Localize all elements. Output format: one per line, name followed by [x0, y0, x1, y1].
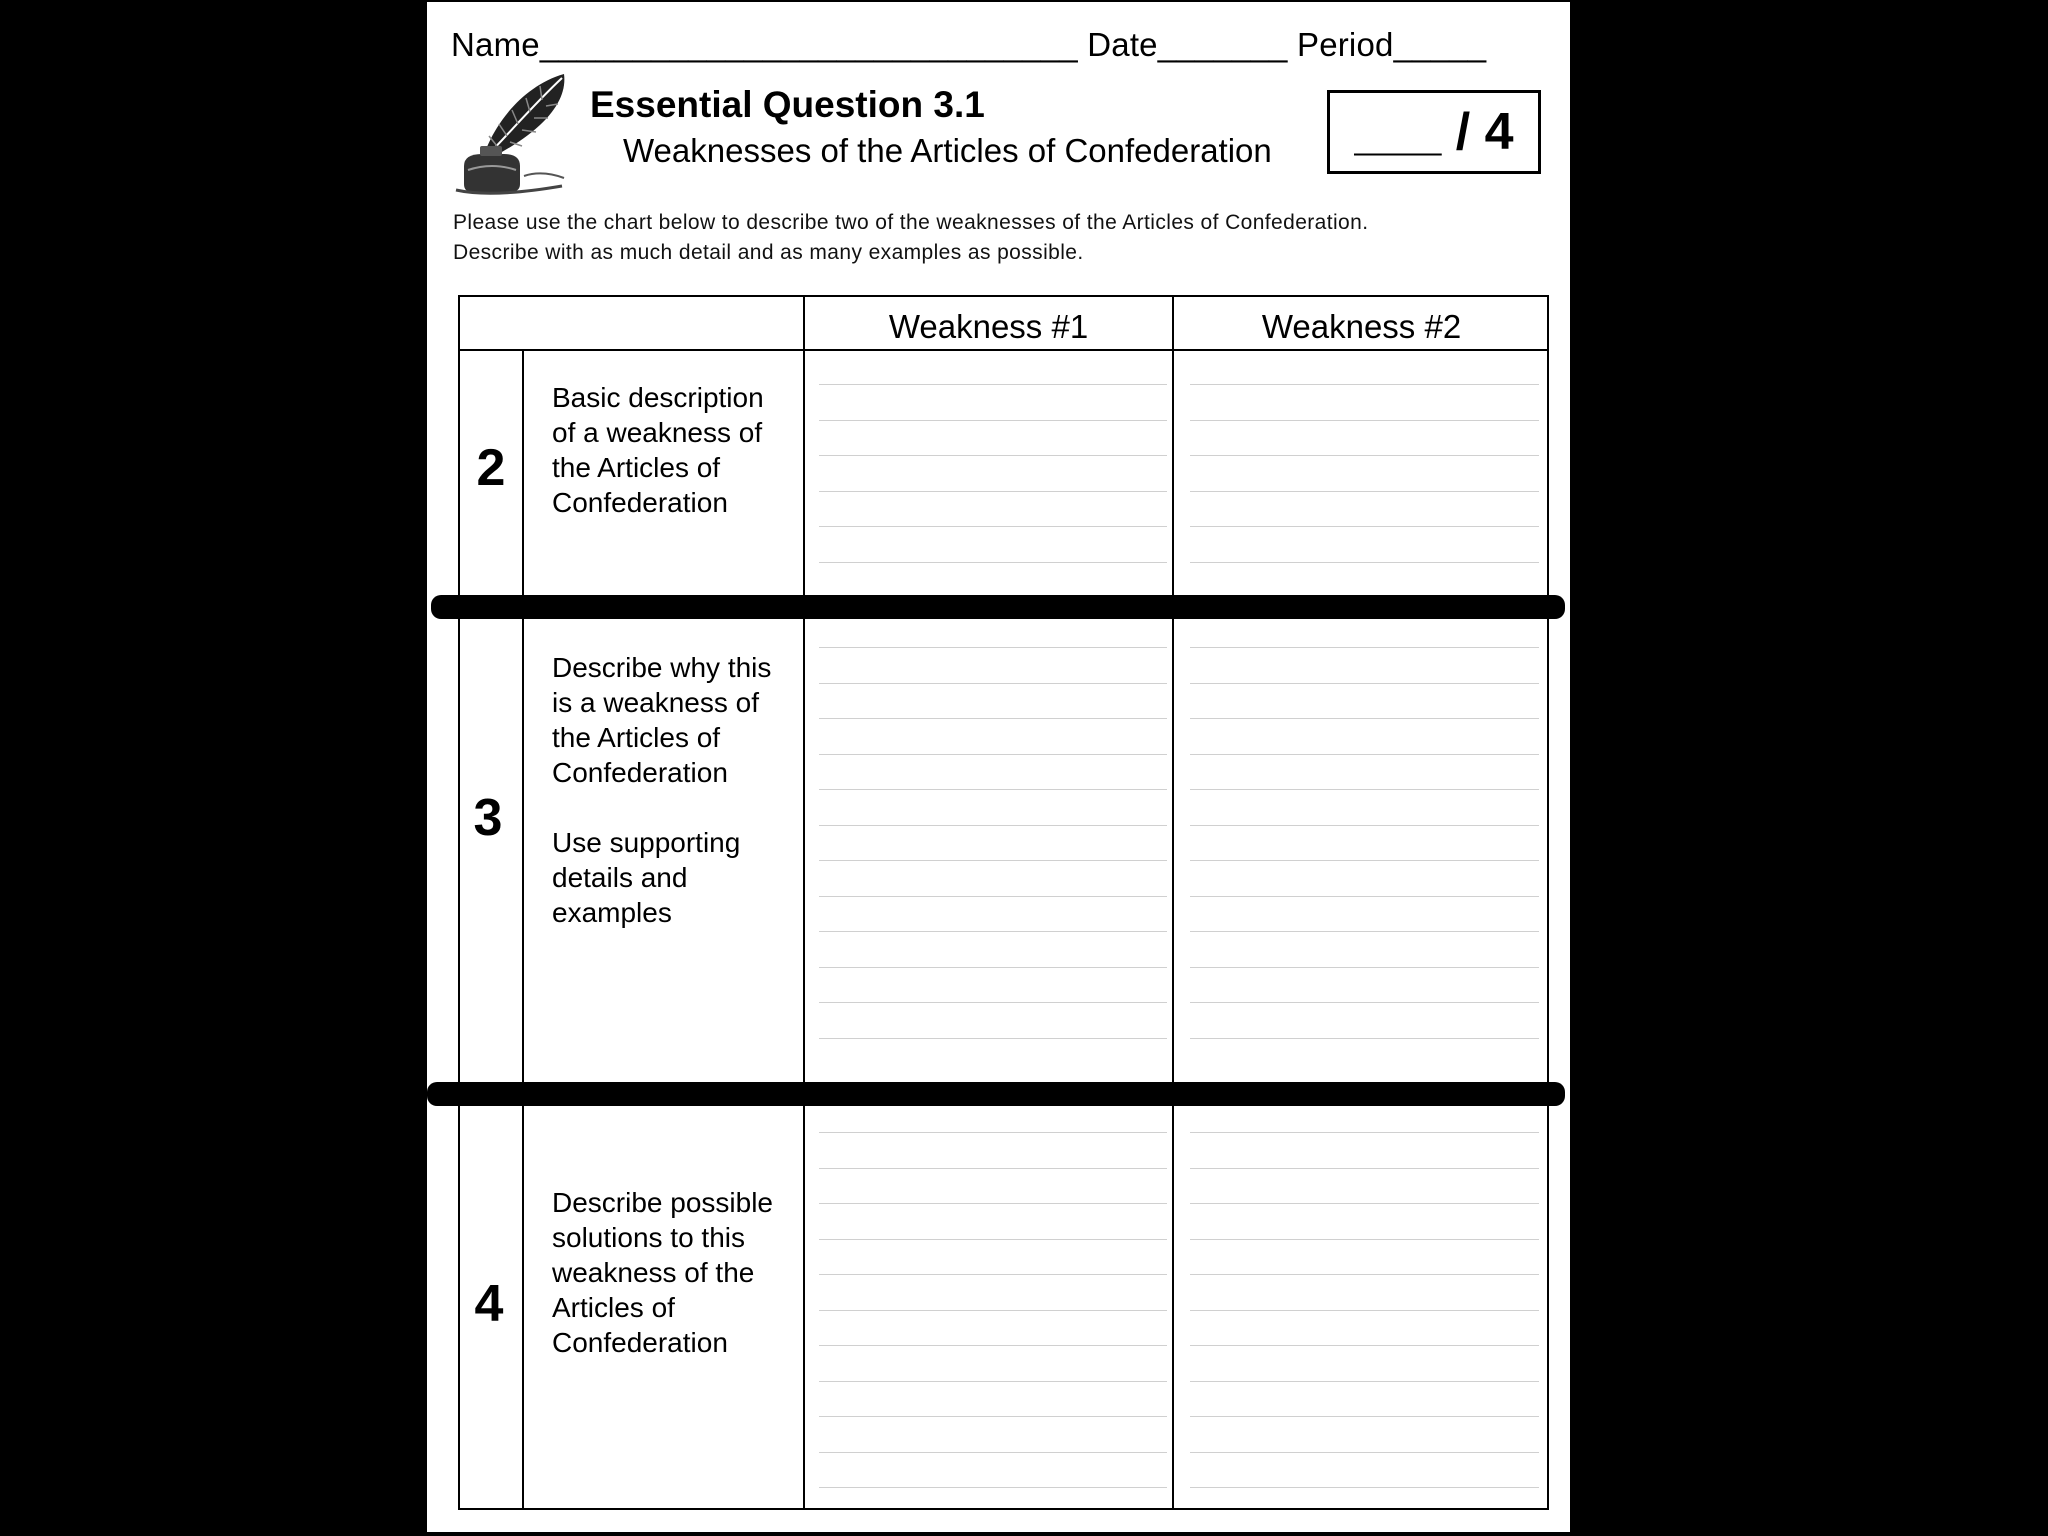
answer-line[interactable]	[819, 647, 1167, 648]
answer-line[interactable]	[819, 1487, 1167, 1488]
row-prompt-solutions	[552, 1185, 802, 1360]
answer-line[interactable]	[819, 860, 1167, 861]
prompt-line: solutions to this	[552, 1222, 745, 1253]
answer-line[interactable]	[819, 1310, 1167, 1311]
prompt-line: weakness of the	[552, 1257, 755, 1288]
column-header-weakness-1: Weakness #1	[888, 308, 1089, 345]
prompt-line: the Articles of	[552, 722, 721, 753]
instructions-line-2: Describe with as much detail and as many examples as possible.	[453, 241, 1084, 264]
prompt-line: the Articles of	[552, 452, 721, 483]
score-box: ___ / 4	[1327, 90, 1541, 174]
answer-line[interactable]	[819, 1203, 1167, 1204]
prompt-line: Basic description	[552, 382, 764, 413]
quill-inkwell-icon	[452, 66, 572, 196]
row-points-3: 3	[473, 789, 503, 847]
answer-line[interactable]	[819, 931, 1167, 932]
answer-line[interactable]	[1190, 1487, 1539, 1488]
prompt-line: Describe why this	[552, 652, 772, 683]
row-prompt-description	[552, 380, 802, 520]
prompt-line: Use supporting	[552, 827, 741, 858]
column-header-weakness-2: Weakness #2	[1261, 308, 1462, 345]
answer-line[interactable]	[1190, 1452, 1539, 1453]
answer-line[interactable]	[1190, 420, 1539, 421]
prompt-line: Articles of	[552, 1292, 675, 1323]
answer-line[interactable]	[1190, 967, 1539, 968]
answer-line[interactable]	[819, 1416, 1167, 1417]
name-date-period-line: Name_____________________________ Date_______ Period_____	[451, 26, 1487, 63]
answer-line[interactable]	[819, 896, 1167, 897]
answer-line[interactable]	[819, 1452, 1167, 1453]
answer-line[interactable]	[1190, 1203, 1539, 1204]
answer-line[interactable]	[1190, 1002, 1539, 1003]
answer-line[interactable]	[819, 789, 1167, 790]
prompt-line: Confederation	[552, 1327, 728, 1358]
answer-line[interactable]	[1190, 896, 1539, 897]
answer-line[interactable]	[819, 1381, 1167, 1382]
answer-line[interactable]	[819, 1132, 1167, 1133]
answer-line[interactable]	[819, 1002, 1167, 1003]
answer-line[interactable]	[1190, 1168, 1539, 1169]
answer-line[interactable]	[1190, 562, 1539, 563]
answer-line[interactable]	[1190, 683, 1539, 684]
grid-divider	[522, 349, 524, 1510]
answer-line[interactable]	[1190, 491, 1539, 492]
answer-line[interactable]	[819, 420, 1167, 421]
answer-line[interactable]	[1190, 526, 1539, 527]
answer-line[interactable]	[819, 683, 1167, 684]
page-subtitle: Weaknesses of the Articles of Confederation	[623, 132, 1272, 169]
answer-line[interactable]	[1190, 384, 1539, 385]
answer-line[interactable]	[1190, 718, 1539, 719]
answer-line[interactable]	[1190, 754, 1539, 755]
answer-line[interactable]	[1190, 455, 1539, 456]
answer-line[interactable]	[819, 1239, 1167, 1240]
answer-line[interactable]	[1190, 1381, 1539, 1382]
prompt-line: of a weakness of	[552, 417, 763, 448]
prompt-line: Confederation	[552, 757, 728, 788]
worksheet-page	[427, 2, 1570, 1532]
answer-line[interactable]	[819, 455, 1167, 456]
answer-line[interactable]	[1190, 1132, 1539, 1133]
answer-line[interactable]	[819, 1168, 1167, 1169]
answer-line[interactable]	[1190, 789, 1539, 790]
row-separator	[427, 1082, 1565, 1106]
instructions-line-1: Please use the chart below to describe two of the weaknesses of the Articles of Confederation.	[453, 211, 1369, 234]
answer-line[interactable]	[819, 1274, 1167, 1275]
instructions	[453, 208, 1563, 268]
answer-line[interactable]	[1190, 647, 1539, 648]
row-separator	[431, 595, 1565, 619]
answer-line[interactable]	[819, 562, 1167, 563]
answer-line[interactable]	[819, 526, 1167, 527]
page-title: Essential Question 3.1	[590, 84, 985, 125]
grid-divider	[803, 295, 805, 1510]
answer-line[interactable]	[819, 718, 1167, 719]
grid-divider	[1172, 295, 1174, 1510]
answer-line[interactable]	[819, 384, 1167, 385]
answer-line[interactable]	[819, 1038, 1167, 1039]
prompt-line: Describe possible	[552, 1187, 773, 1218]
prompt-line: Confederation	[552, 487, 728, 518]
answer-line[interactable]	[1190, 931, 1539, 932]
prompt-line: is a weakness of	[552, 687, 759, 718]
prompt-line: examples	[552, 897, 672, 928]
answer-line[interactable]	[1190, 860, 1539, 861]
answer-line[interactable]	[819, 1345, 1167, 1346]
answer-line[interactable]	[1190, 825, 1539, 826]
answer-line[interactable]	[819, 754, 1167, 755]
row-prompt-why	[552, 650, 802, 930]
answer-line[interactable]	[819, 825, 1167, 826]
row-points-4: 4	[474, 1275, 504, 1333]
answer-line[interactable]	[1190, 1239, 1539, 1240]
answer-line[interactable]	[1190, 1310, 1539, 1311]
prompt-line: details and	[552, 862, 688, 893]
answer-line[interactable]	[1190, 1274, 1539, 1275]
answer-line[interactable]	[819, 491, 1167, 492]
answer-line[interactable]	[819, 967, 1167, 968]
row-points-2: 2	[476, 439, 506, 497]
answer-line[interactable]	[1190, 1345, 1539, 1346]
answer-line[interactable]	[1190, 1416, 1539, 1417]
answer-line[interactable]	[1190, 1038, 1539, 1039]
